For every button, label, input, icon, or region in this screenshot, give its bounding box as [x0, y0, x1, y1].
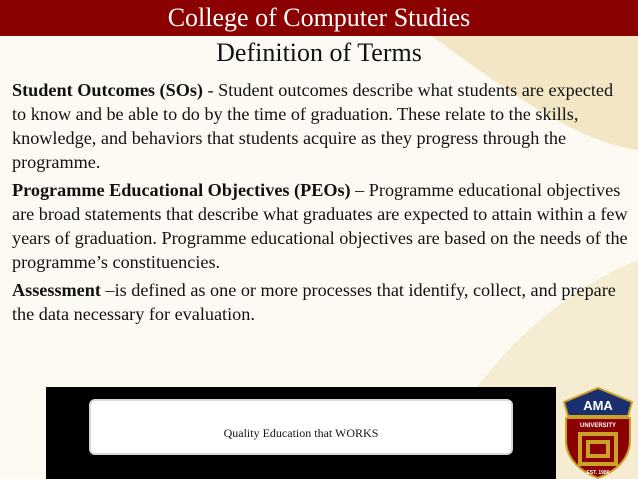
definitions-body [12, 78, 630, 330]
term-definition: – Programme educational objectives are broad statements that describe what graduates are expected to attain within a few years of graduation. Programme educational objectives are based on the needs of the programme’s constituencies. [12, 180, 628, 272]
term-definition: - Student outcomes describe what students are expected to know and be able to do by the time of graduation. These relate to the skills, knowledge, and behaviors that students acquire as they progress through the programme. [12, 80, 614, 172]
definition-assessment [12, 278, 630, 326]
footer-tagline: Quality Education that WORKS [223, 426, 379, 440]
header-title: College of Computer Studies [167, 3, 471, 32]
slide-title: Definition of Terms [216, 38, 422, 67]
definition-student-outcomes [12, 78, 630, 174]
term-label: Student Outcomes (SOs) [12, 80, 203, 100]
term-definition: –is defined as one or more processes that identify, collect, and prepare the data necessary for evaluation. [12, 280, 616, 324]
ama-university-seal-icon [558, 380, 638, 479]
logo-arc-text: UNIVERSITY [579, 423, 617, 429]
logo-year-text: EST. 1980 [586, 470, 610, 476]
logo-ama-text: AMA [583, 398, 613, 413]
definition-peos [12, 178, 630, 274]
term-label: Assessment [12, 280, 101, 300]
term-label: Programme Educational Objectives (PEOs) [12, 180, 351, 200]
